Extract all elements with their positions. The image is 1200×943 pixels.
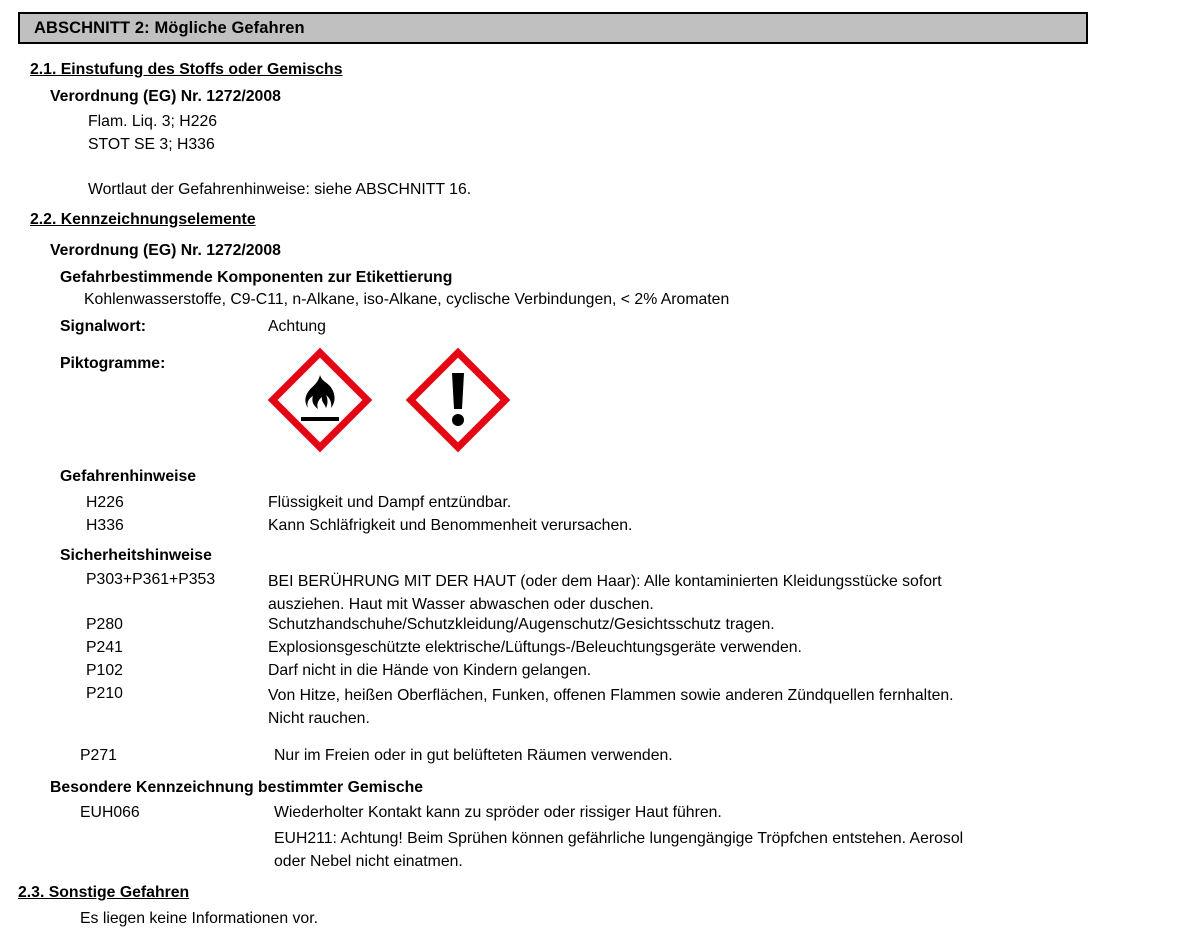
ghs02-flame-icon bbox=[268, 348, 372, 452]
subsection-21-heading: 2.1. Einstufung des Stoffs oder Gemischs bbox=[30, 61, 343, 78]
section-title: ABSCHNITT 2: Mögliche Gefahren bbox=[34, 18, 305, 37]
ghs-exclamation-glyph bbox=[406, 348, 510, 452]
hazard-text: Kann Schläfrigkeit und Benommenheit verursachen. bbox=[268, 517, 633, 534]
precaution-text: Explosionsgeschützte elektrische/Lüftungs-/Beleuchtungsgeräte verwenden. bbox=[268, 639, 802, 656]
precaution-text: Nur im Freien oder in gut belüfteten Räumen verwenden. bbox=[274, 747, 673, 764]
signal-word-label: Signalwort: bbox=[60, 318, 147, 335]
precaution-text: Darf nicht in die Hände von Kindern gelangen. bbox=[268, 662, 592, 679]
special-code: EUH066 bbox=[80, 804, 140, 821]
precaution-code: P241 bbox=[86, 639, 123, 656]
hazard-wording-note: Wortlaut der Gefahrenhinweise: siehe ABSCHNITT 16. bbox=[88, 181, 472, 198]
precaution-text: BEI BERÜHRUNG MIT DER HAUT (oder dem Haar): Alle kontaminierten Kleidungsstücke sofort ausziehen. Haut mit Wasser abwaschen oder duschen. bbox=[268, 573, 942, 613]
precaution-code: P210 bbox=[86, 685, 123, 702]
hazard-statements-heading: Gefahrenhinweise bbox=[60, 468, 197, 485]
special-labelling-heading: Besondere Kennzeichnung bestimmter Gemische bbox=[50, 779, 424, 796]
subsection-22-regulation: Verordnung (EG) Nr. 1272/2008 bbox=[50, 242, 281, 259]
precaution-code: P303+P361+P353 bbox=[86, 571, 216, 588]
precaution-code: P102 bbox=[86, 662, 123, 679]
special-extra-text: EUH211: Achtung! Beim Sprühen können gefährliche lungengängige Tröpfchen entstehen. Aerosol oder Nebel nicht einatmen. bbox=[274, 830, 964, 870]
subsection-22-heading: 2.2. Kennzeichnungselemente bbox=[30, 211, 256, 228]
subsection-23-text: Es liegen keine Informationen vor. bbox=[80, 910, 318, 927]
subsection-21-regulation: Verordnung (EG) Nr. 1272/2008 bbox=[50, 88, 281, 105]
subsection-23-heading: 2.3. Sonstige Gefahren bbox=[18, 884, 190, 901]
section-header-bar bbox=[18, 12, 1088, 44]
precaution-code: P271 bbox=[80, 747, 117, 764]
hazard-code: H226 bbox=[86, 494, 124, 511]
components-heading: Gefahrbestimmende Komponenten zur Etikettierung bbox=[60, 269, 453, 286]
components-text: Kohlenwasserstoffe, C9-C11, n-Alkane, iso-Alkane, cyclische Verbindungen, < 2% Aromaten bbox=[84, 291, 730, 308]
precaution-code: P280 bbox=[86, 616, 123, 633]
precautionary-statements-heading: Sicherheitshinweise bbox=[60, 547, 212, 564]
classification-item: Flam. Liq. 3; H226 bbox=[88, 113, 218, 130]
special-text: Wiederholter Kontakt kann zu spröder oder rissiger Haut führen. bbox=[274, 804, 722, 821]
precaution-text: Schutzhandschuhe/Schutzkleidung/Augenschutz/Gesichtsschutz tragen. bbox=[268, 616, 775, 633]
ghs07-exclamation-icon bbox=[406, 348, 510, 452]
pictograms-label: Piktogramme: bbox=[60, 355, 166, 372]
signal-word-value: Achtung bbox=[268, 318, 326, 335]
ghs-flame-glyph bbox=[268, 348, 372, 452]
hazard-text: Flüssigkeit und Dampf entzündbar. bbox=[268, 494, 512, 511]
precaution-text: Von Hitze, heißen Oberflächen, Funken, offenen Flammen sowie anderen Zündquellen fernhalten. Nicht rauchen. bbox=[268, 687, 954, 727]
classification-item: STOT SE 3; H336 bbox=[88, 136, 215, 153]
hazard-code: H336 bbox=[86, 517, 124, 534]
